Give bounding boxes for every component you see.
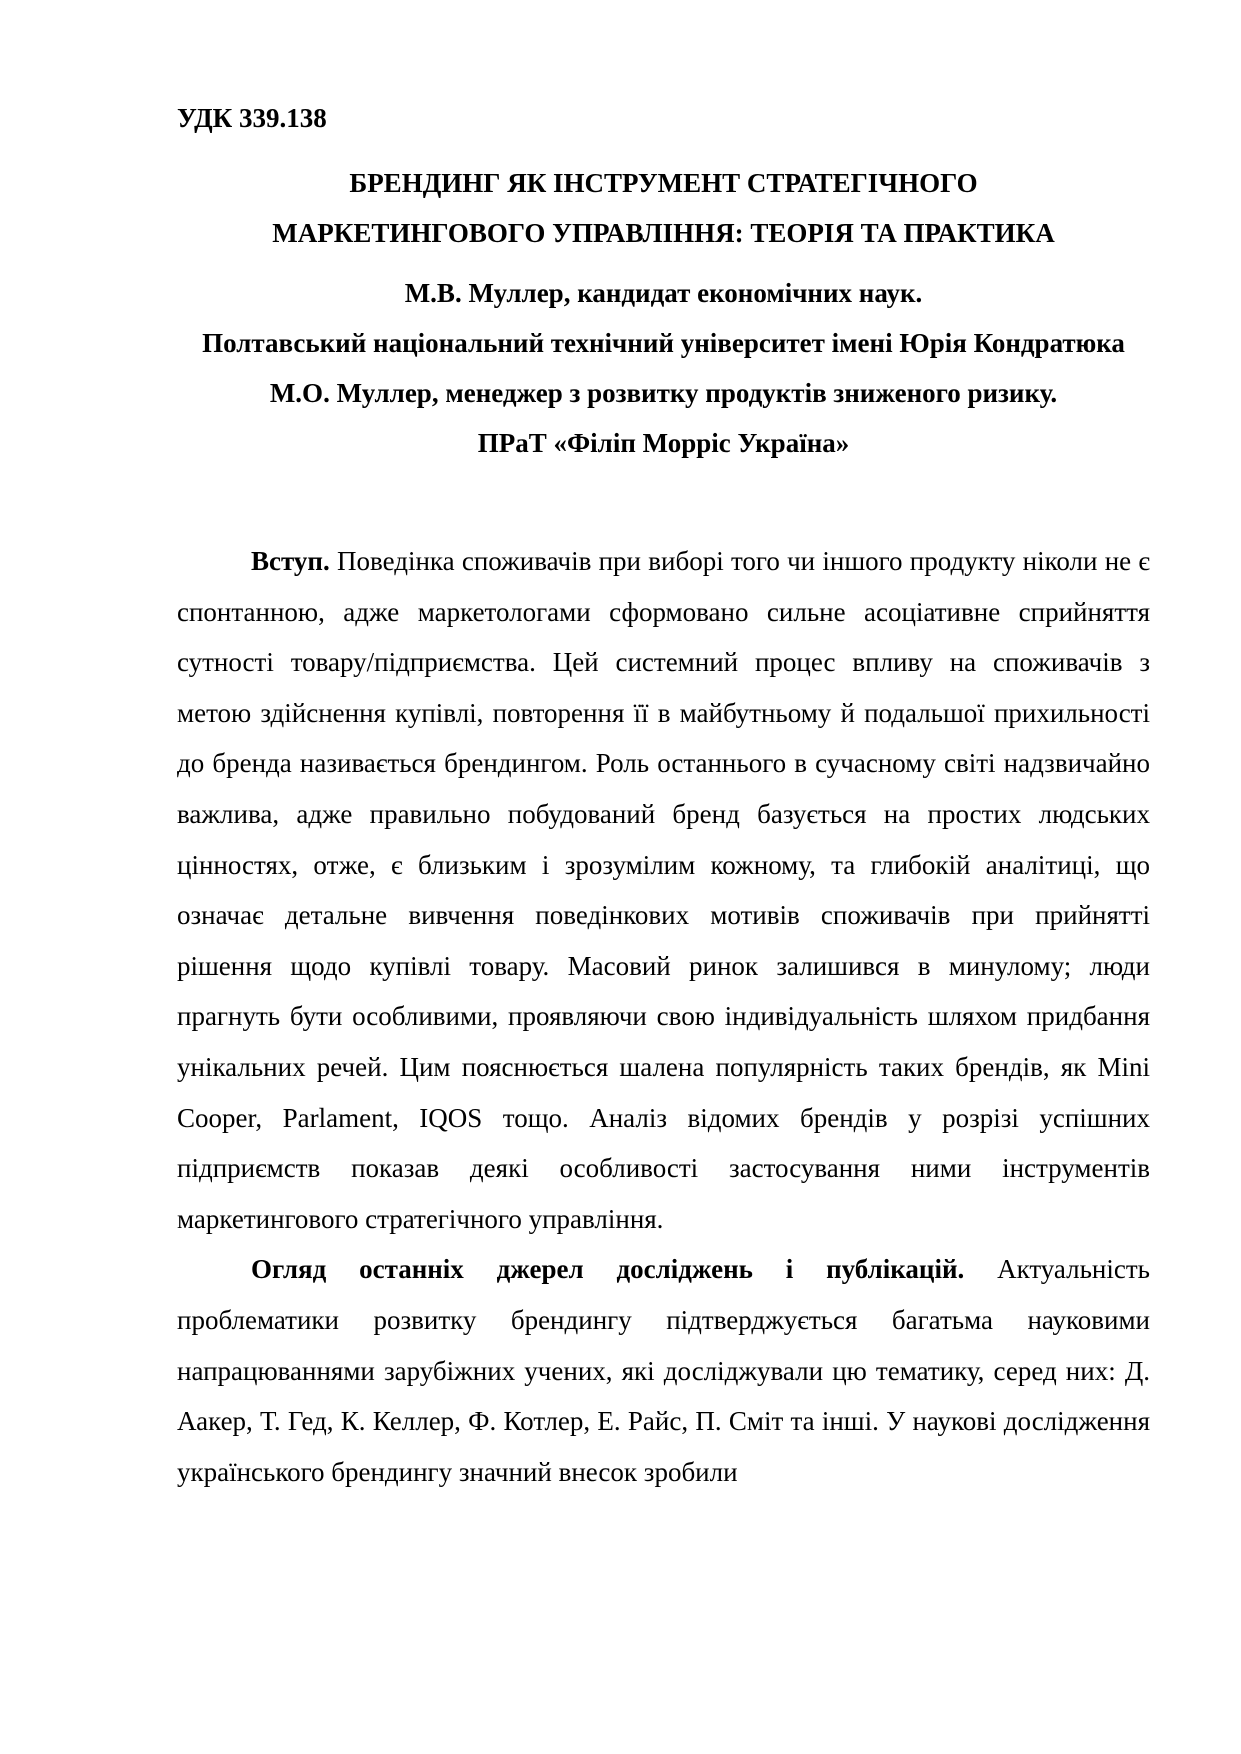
author-2-affiliation: ПРаТ «Філіп Морріс Україна» bbox=[477, 428, 850, 458]
document-page bbox=[177, 98, 1150, 1497]
author-2: М.О. Муллер, менеджер з розвитку продуктів зниженого ризику. bbox=[269, 378, 1058, 408]
article-title bbox=[177, 158, 1150, 258]
paragraph-literature-review bbox=[177, 1244, 1150, 1497]
paragraph-text: Актуальність проблематики розвитку брендингу підтверджується багатьма науковими напрацюваннями зарубіжних учених, які досліджували цю тематику, серед них: Д. Аакер, Т. Гед, К. Келлер, Ф. Котлер, Е. Райс, П. Сміт та інші. У наукові дослідження українського брендингу значний внесок зробили bbox=[177, 1254, 1150, 1487]
paragraph-introduction bbox=[177, 536, 1150, 1244]
article-body bbox=[177, 536, 1150, 1497]
udc-code: УДК 339.138 bbox=[177, 103, 327, 133]
paragraph-text: Поведінка споживачів при виборі того чи іншого продукту ніколи не є спонтанною, адже маркетологами сформовано сильне асоціативне сприйняття сутності товару/підприємства. Цей системний процес впливу на споживачів з метою здійснення купівлі, повторення її в майбутньому й подальшої прихильності до бренда називається брендингом. Роль останнього в сучасному світі надзвичайно важлива, адже правильно побудований бренд базується на простих людських цінностях, отже, є близьким і зрозумілим кожному, та глибокій аналітиці, що означає детальне вивчення поведінкових мотивів споживачів при прийнятті рішення щодо купівлі товару. Масовий ринок залишився в минулому; люди прагнуть бути особливими, проявляючи свою індивідуальність шляхом придбання унікальних речей. Цим пояснюється шалена популярність таких брендів, як Mini Cooper, Parlament, IQOS тощо. Аналіз відомих брендів у розрізі успішних підприємств показав деякі особливості застосування ними інструментів маркетингового стратегічного управління. bbox=[177, 546, 1150, 1234]
paragraph-lead: Вступ. bbox=[251, 546, 330, 576]
article-title-line: МАРКЕТИНГОВОГО УПРАВЛІННЯ: ТЕОРІЯ ТА ПРАКТИКА bbox=[272, 218, 1055, 248]
article-title-line: БРЕНДИНГ ЯК ІНСТРУМЕНТ СТРАТЕГІЧНОГО bbox=[349, 168, 978, 198]
author-block bbox=[177, 268, 1150, 468]
paragraph-lead: Огляд останніх джерел досліджень і публікацій. bbox=[251, 1254, 965, 1285]
author-1: М.В. Муллер, кандидат економічних наук. bbox=[404, 278, 923, 308]
author-1-affiliation: Полтавський національний технічний університет імені Юрія Кондратюка bbox=[202, 328, 1125, 358]
